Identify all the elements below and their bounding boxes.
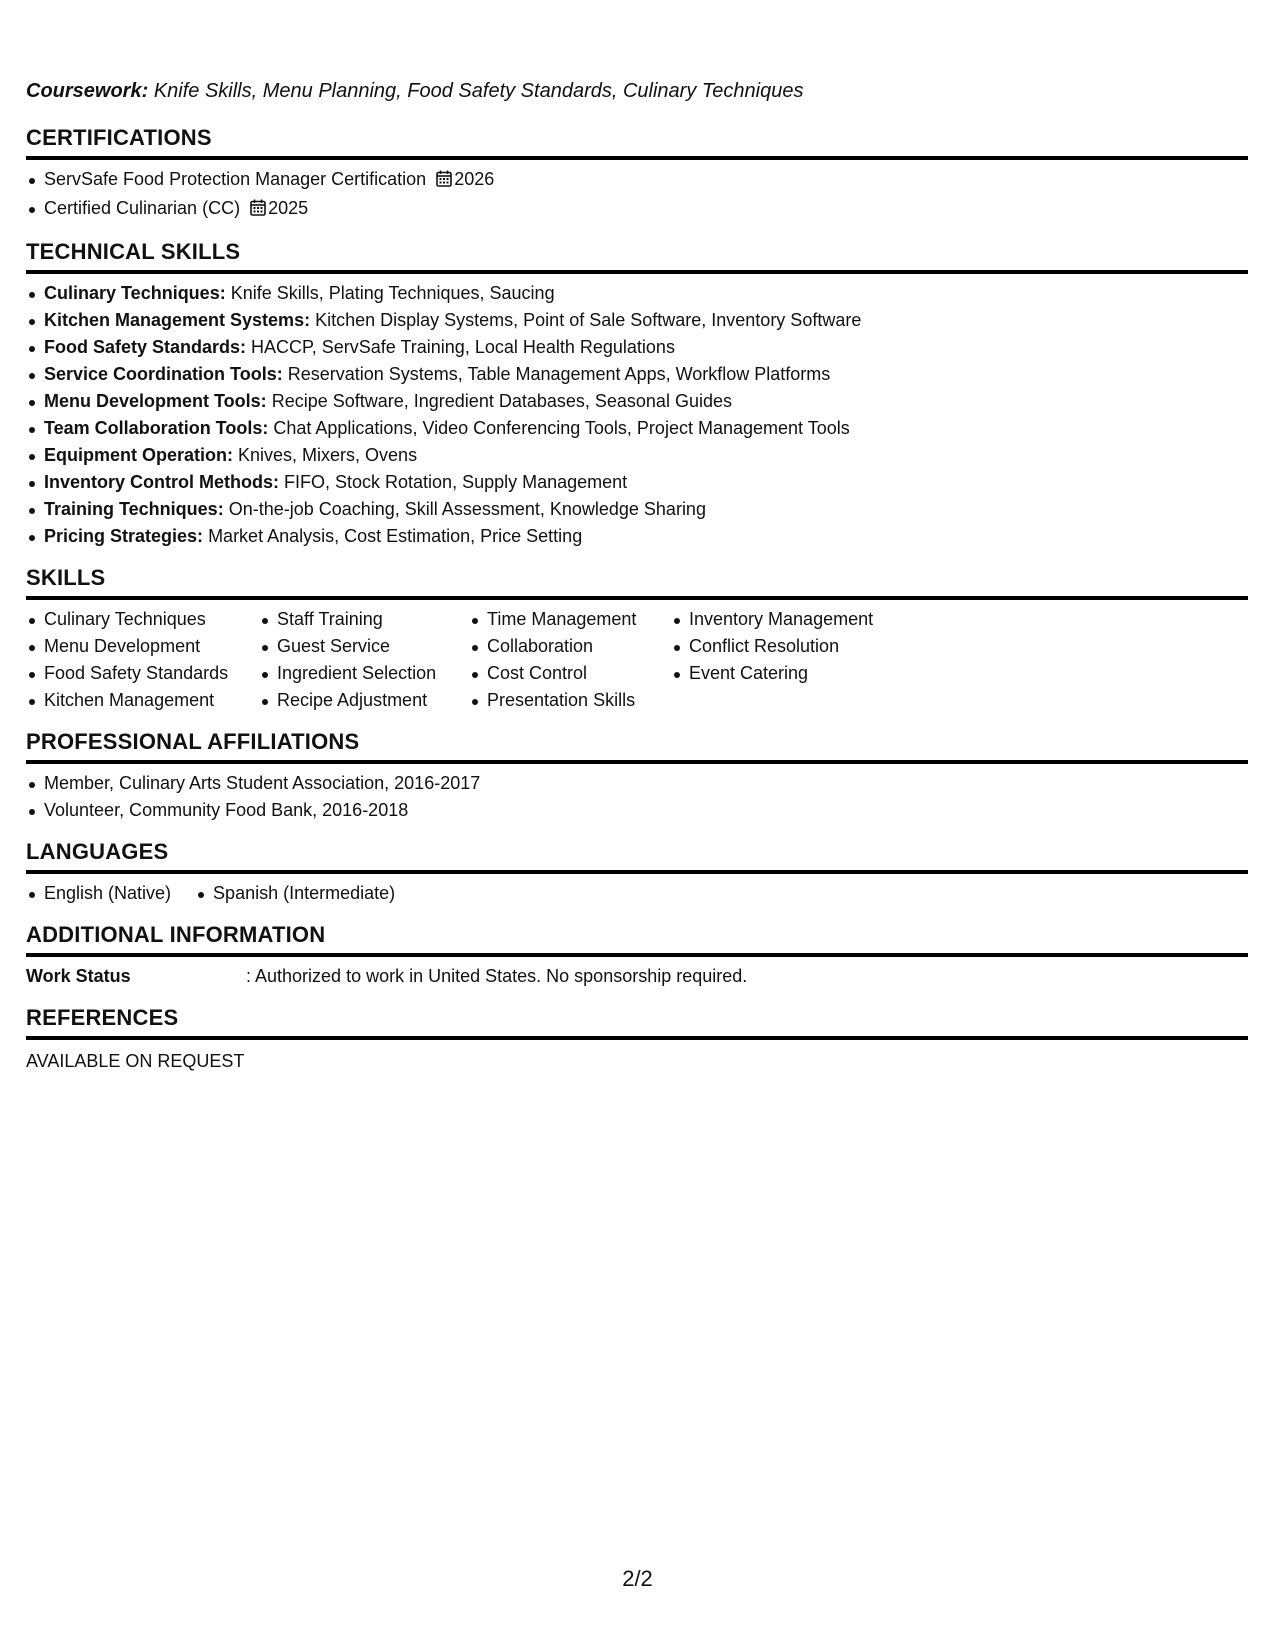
work-status-value: : Authorized to work in United States. No sponsorship required. — [246, 966, 748, 986]
page-number: 2/2 — [622, 1566, 653, 1591]
skill-item: Event Catering — [671, 660, 931, 687]
skills-heading: SKILLS — [26, 564, 1248, 600]
coursework-line — [26, 78, 1248, 104]
technical-skills-section — [26, 238, 1248, 550]
technical-skill-label: Food Safety Standards: — [44, 337, 247, 357]
technical-skill-label: Service Coordination Tools: — [44, 364, 283, 384]
references-text: AVAILABLE ON REQUEST — [26, 1051, 245, 1071]
resume-page — [26, 78, 1248, 1089]
skill-item: Ingredient Selection — [259, 660, 469, 687]
skill-item: Presentation Skills — [469, 687, 671, 714]
technical-skill-item — [26, 388, 1248, 415]
affiliations-heading: PROFESSIONAL AFFILIATIONS — [26, 728, 1248, 764]
technical-skill-item — [26, 523, 1248, 550]
skills-column — [259, 606, 469, 714]
certification-year: 2025 — [268, 198, 309, 218]
references-section — [26, 1004, 1248, 1075]
work-status-label: Work Status — [26, 966, 131, 986]
technical-skill-value: Kitchen Display Systems, Point of Sale Software, Inventory Software — [315, 310, 862, 330]
coursework-label: Coursework: — [26, 80, 149, 102]
languages-list — [26, 880, 1248, 907]
additional-info-section — [26, 921, 1248, 990]
skills-column — [469, 606, 671, 714]
languages-heading: LANGUAGES — [26, 838, 1248, 874]
skills-section — [26, 564, 1248, 714]
skill-item: Inventory Management — [671, 606, 931, 633]
skill-item: Guest Service — [259, 633, 469, 660]
affiliations-section — [26, 728, 1248, 824]
technical-skill-item — [26, 415, 1248, 442]
certification-name: Certified Culinarian (CC) — [44, 198, 241, 218]
technical-skill-label: Kitchen Management Systems: — [44, 310, 311, 330]
certifications-heading: CERTIFICATIONS — [26, 124, 1248, 160]
certification-item — [26, 195, 1248, 224]
technical-skill-item — [26, 280, 1248, 307]
language-item: Spanish (Intermediate) — [195, 880, 395, 907]
references-heading: REFERENCES — [26, 1004, 1248, 1040]
certification-item — [26, 166, 1248, 195]
technical-skill-value: Reservation Systems, Table Management Apps, Workflow Platforms — [287, 364, 831, 384]
technical-skill-value: Knife Skills, Plating Techniques, Saucing — [230, 283, 555, 303]
technical-skill-item — [26, 334, 1248, 361]
skills-column — [671, 606, 931, 714]
technical-skill-label: Equipment Operation: — [44, 445, 233, 465]
technical-skill-label: Team Collaboration Tools: — [44, 418, 269, 438]
skills-column — [26, 606, 259, 714]
certifications-list — [26, 166, 1248, 224]
technical-skill-label: Inventory Control Methods: — [44, 472, 279, 492]
coursework-text: Knife Skills, Menu Planning, Food Safety Standards, Culinary Techniques — [153, 80, 804, 102]
work-status-row — [26, 963, 1248, 990]
technical-skill-value: Recipe Software, Ingredient Databases, Seasonal Guides — [271, 391, 732, 411]
technical-skills-list — [26, 280, 1248, 550]
skill-item: Staff Training — [259, 606, 469, 633]
technical-skill-value: On-the-job Coaching, Skill Assessment, Knowledge Sharing — [228, 499, 706, 519]
skill-item: Recipe Adjustment — [259, 687, 469, 714]
skill-item: Conflict Resolution — [671, 633, 931, 660]
skill-item: Time Management — [469, 606, 671, 633]
languages-section — [26, 838, 1248, 907]
skill-item: Culinary Techniques — [26, 606, 259, 633]
skill-item: Menu Development — [26, 633, 259, 660]
technical-skill-value: Market Analysis, Cost Estimation, Price Setting — [208, 526, 583, 546]
technical-skill-value: Chat Applications, Video Conferencing Tools, Project Management Tools — [273, 418, 850, 438]
technical-skills-heading: TECHNICAL SKILLS — [26, 238, 1248, 274]
technical-skill-item — [26, 361, 1248, 388]
skill-item: Food Safety Standards — [26, 660, 259, 687]
affiliation-item: Volunteer, Community Food Bank, 2016-2018 — [26, 797, 1248, 824]
technical-skill-value: FIFO, Stock Rotation, Supply Management — [284, 472, 628, 492]
technical-skill-label: Pricing Strategies: — [44, 526, 204, 546]
technical-skill-label: Training Techniques: — [44, 499, 224, 519]
language-item: English (Native) — [26, 880, 171, 907]
calendar-icon — [436, 168, 452, 195]
certification-name: ServSafe Food Protection Manager Certification — [44, 169, 427, 189]
technical-skill-value: HACCP, ServSafe Training, Local Health Regulations — [251, 337, 675, 357]
affiliations-list — [26, 770, 1248, 824]
technical-skill-item — [26, 442, 1248, 469]
technical-skill-label: Menu Development Tools: — [44, 391, 267, 411]
technical-skill-item — [26, 307, 1248, 334]
affiliation-item: Member, Culinary Arts Student Association, 2016-2017 — [26, 770, 1248, 797]
calendar-icon — [250, 197, 266, 224]
skill-item: Cost Control — [469, 660, 671, 687]
certifications-section — [26, 124, 1248, 224]
skill-item: Collaboration — [469, 633, 671, 660]
technical-skill-item — [26, 496, 1248, 523]
technical-skill-label: Culinary Techniques: — [44, 283, 226, 303]
technical-skill-value: Knives, Mixers, Ovens — [238, 445, 418, 465]
certification-year: 2026 — [454, 169, 495, 189]
skill-item: Kitchen Management — [26, 687, 259, 714]
technical-skill-item — [26, 469, 1248, 496]
skills-grid — [26, 606, 1248, 714]
additional-info-heading: ADDITIONAL INFORMATION — [26, 921, 1248, 957]
